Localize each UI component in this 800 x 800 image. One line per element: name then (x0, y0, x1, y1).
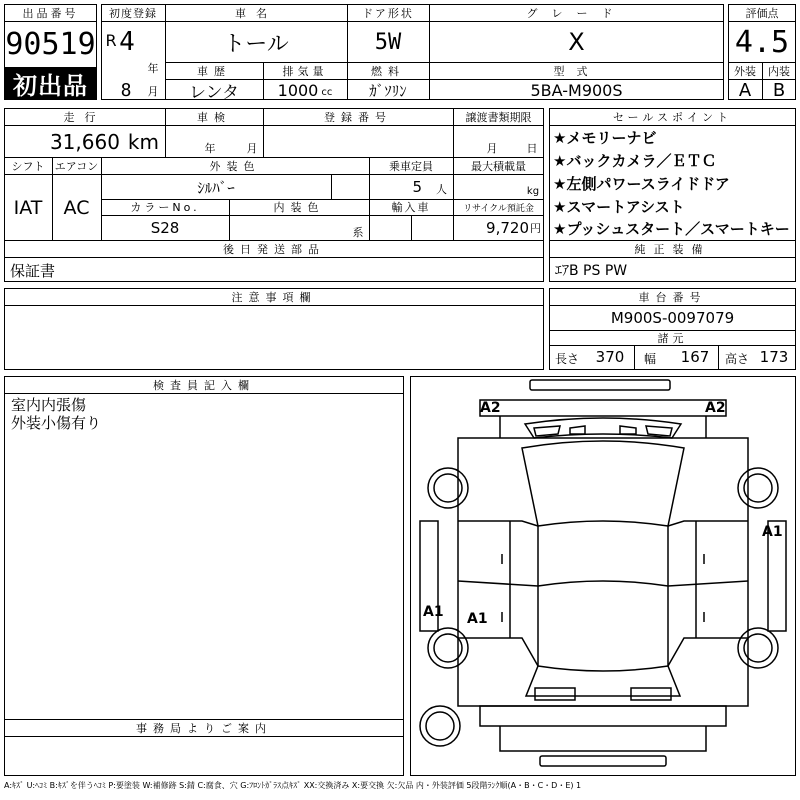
inspection-year-unit: 年 (204, 142, 216, 155)
mileage-label: 走行 (63, 110, 106, 124)
inspection-label: 車検 (197, 110, 231, 124)
transfer-day-unit: 日 (526, 142, 538, 155)
office-label: 事務局よりご案内 (136, 721, 272, 735)
seats-label: 乗車定員 (389, 159, 433, 173)
later-parts-value: 保証書 (10, 261, 56, 280)
car-name-label: 車名 (235, 6, 277, 20)
displacement-label: 排気量 (282, 64, 328, 78)
inspector-box (4, 376, 404, 776)
door-type: 5W (374, 29, 402, 55)
interior-grade: B (772, 79, 786, 101)
model-value: 5BA-M900S (530, 80, 623, 100)
sales-point-item: ★プッシュスタート／スマートキー (553, 220, 790, 238)
equipment-label: 純正装備 (634, 242, 711, 256)
seats-cell (369, 175, 453, 199)
ext-color-value: ｼﾙﾊﾞｰ (197, 178, 235, 197)
grade-label: グレード (526, 6, 627, 20)
month-unit: 月 (147, 85, 159, 98)
sales-points-label: セールスポイント (612, 110, 732, 124)
shift-value: IAT (13, 196, 43, 219)
ext-color-label: 外装色 (209, 159, 261, 173)
color-no-value: S28 (150, 219, 180, 237)
width-value: 167 (680, 348, 710, 366)
later-parts-label: 後日発送部品 (223, 242, 325, 256)
height-value: 173 (759, 348, 789, 366)
length-label: 長さ (554, 351, 579, 366)
lot-number: 90519 (5, 26, 96, 62)
inspector-label: 検査員記入欄 (153, 378, 255, 392)
history-label: 車歴 (197, 64, 231, 78)
model-label: 型式 (553, 64, 600, 78)
year-unit: 年 (147, 62, 159, 75)
exterior-grade: A (738, 79, 752, 101)
seats-value: 5 (412, 178, 422, 196)
damage-mark-right-side: A1 (762, 524, 783, 540)
fuel-label: 燃料 (371, 64, 405, 78)
grade-value: X (568, 28, 585, 56)
reg-month: 8 (120, 79, 132, 101)
inspector-line: 室内内張傷 (11, 396, 87, 414)
recycle-label: リサイクル預託金 (463, 203, 534, 214)
car-name: トール (223, 31, 289, 57)
car-diagram (410, 376, 796, 776)
displacement-value: 1000 (277, 80, 319, 100)
sales-point-item: ★スマートアシスト (553, 198, 685, 216)
mileage-value: 31,660 (49, 129, 120, 154)
chassis-number: M900S-0097079 (610, 309, 735, 327)
exterior-label: 外装 (734, 64, 756, 78)
reg-number-label: 登録番号 (324, 110, 392, 124)
int-color-unit: 系 (352, 226, 364, 239)
recycle-cell (453, 216, 544, 240)
damage-mark-front-right: A2 (705, 400, 726, 416)
load-label: 最大積載量 (471, 159, 526, 173)
damage-mark-front-left: A2 (480, 400, 501, 416)
sales-point-item: ★左側パワースライドドア (553, 175, 730, 193)
inspection-month-unit: 月 (246, 142, 258, 155)
spec-label: 諸元 (657, 331, 688, 345)
length-value: 370 (595, 348, 625, 366)
history-value: レンタ (189, 82, 239, 103)
door-label: ドア形状 (362, 6, 414, 20)
notes-label: 注意事項欄 (231, 290, 317, 304)
displacement-cell (263, 80, 347, 100)
mileage-unit: km (127, 129, 159, 154)
inspector-line: 外装小傷有り (11, 414, 102, 432)
ac-value: AC (63, 196, 90, 219)
sales-point-item: ★バックカメラ／ＥＴＣ (553, 152, 717, 170)
score-label: 評価点 (745, 6, 779, 20)
ac-label: エアコン (54, 159, 99, 173)
seats-unit: 人 (436, 183, 447, 196)
load-unit: kg (526, 185, 540, 197)
equipment-value: ｴｱB PS PW (555, 263, 628, 279)
transfer-label: 譲渡書類期限 (465, 110, 532, 124)
recycle-unit: 円 (530, 222, 541, 235)
fuel-value: ｶﾞｿﾘﾝ (369, 81, 407, 100)
reg-year: 4 (119, 27, 135, 57)
recycle-value: 9,720 (486, 219, 529, 237)
import-label: 輸入車 (391, 201, 431, 214)
damage-mark-left-panel: A1 (423, 604, 444, 620)
legend-text: A:ｷｽﾞ U:ﾍｺﾐ B:ｷｽﾞを伴うﾍｺﾐ P:要塗装 W:補修跡 S:錆 C:腐食、穴 G:ﾌﾛﾝﾄｶﾞﾗｽ点ｷｽﾞ XX:交換済み X:要交換 欠:欠品 内・外装評価 5段階ﾗﾝｸ順(A・B・C・D・E) 1 (4, 781, 582, 790)
lot-label: 出品番号 (22, 6, 79, 20)
first-reg-label: 初度登録 (109, 6, 157, 20)
width-label: 幅 (643, 351, 656, 366)
int-color-label: 内装色 (273, 201, 325, 214)
new-listing-badge: 初出品 (5, 67, 96, 99)
color-no-label: カラーNo. (130, 201, 200, 214)
interior-label: 内装 (768, 64, 790, 78)
mileage-cell (4, 126, 165, 157)
score-value: 4.5 (734, 24, 790, 60)
chassis-label: 車台番号 (638, 290, 707, 304)
era-label: R (105, 30, 117, 50)
displacement-unit: cc (321, 86, 333, 98)
shift-label: シフト (11, 159, 45, 173)
sales-point-item: ★メモリーナビ (553, 129, 657, 147)
damage-mark-left-door: A1 (467, 611, 488, 627)
transfer-month-unit: 月 (486, 142, 498, 155)
height-label: 高さ (724, 351, 749, 366)
